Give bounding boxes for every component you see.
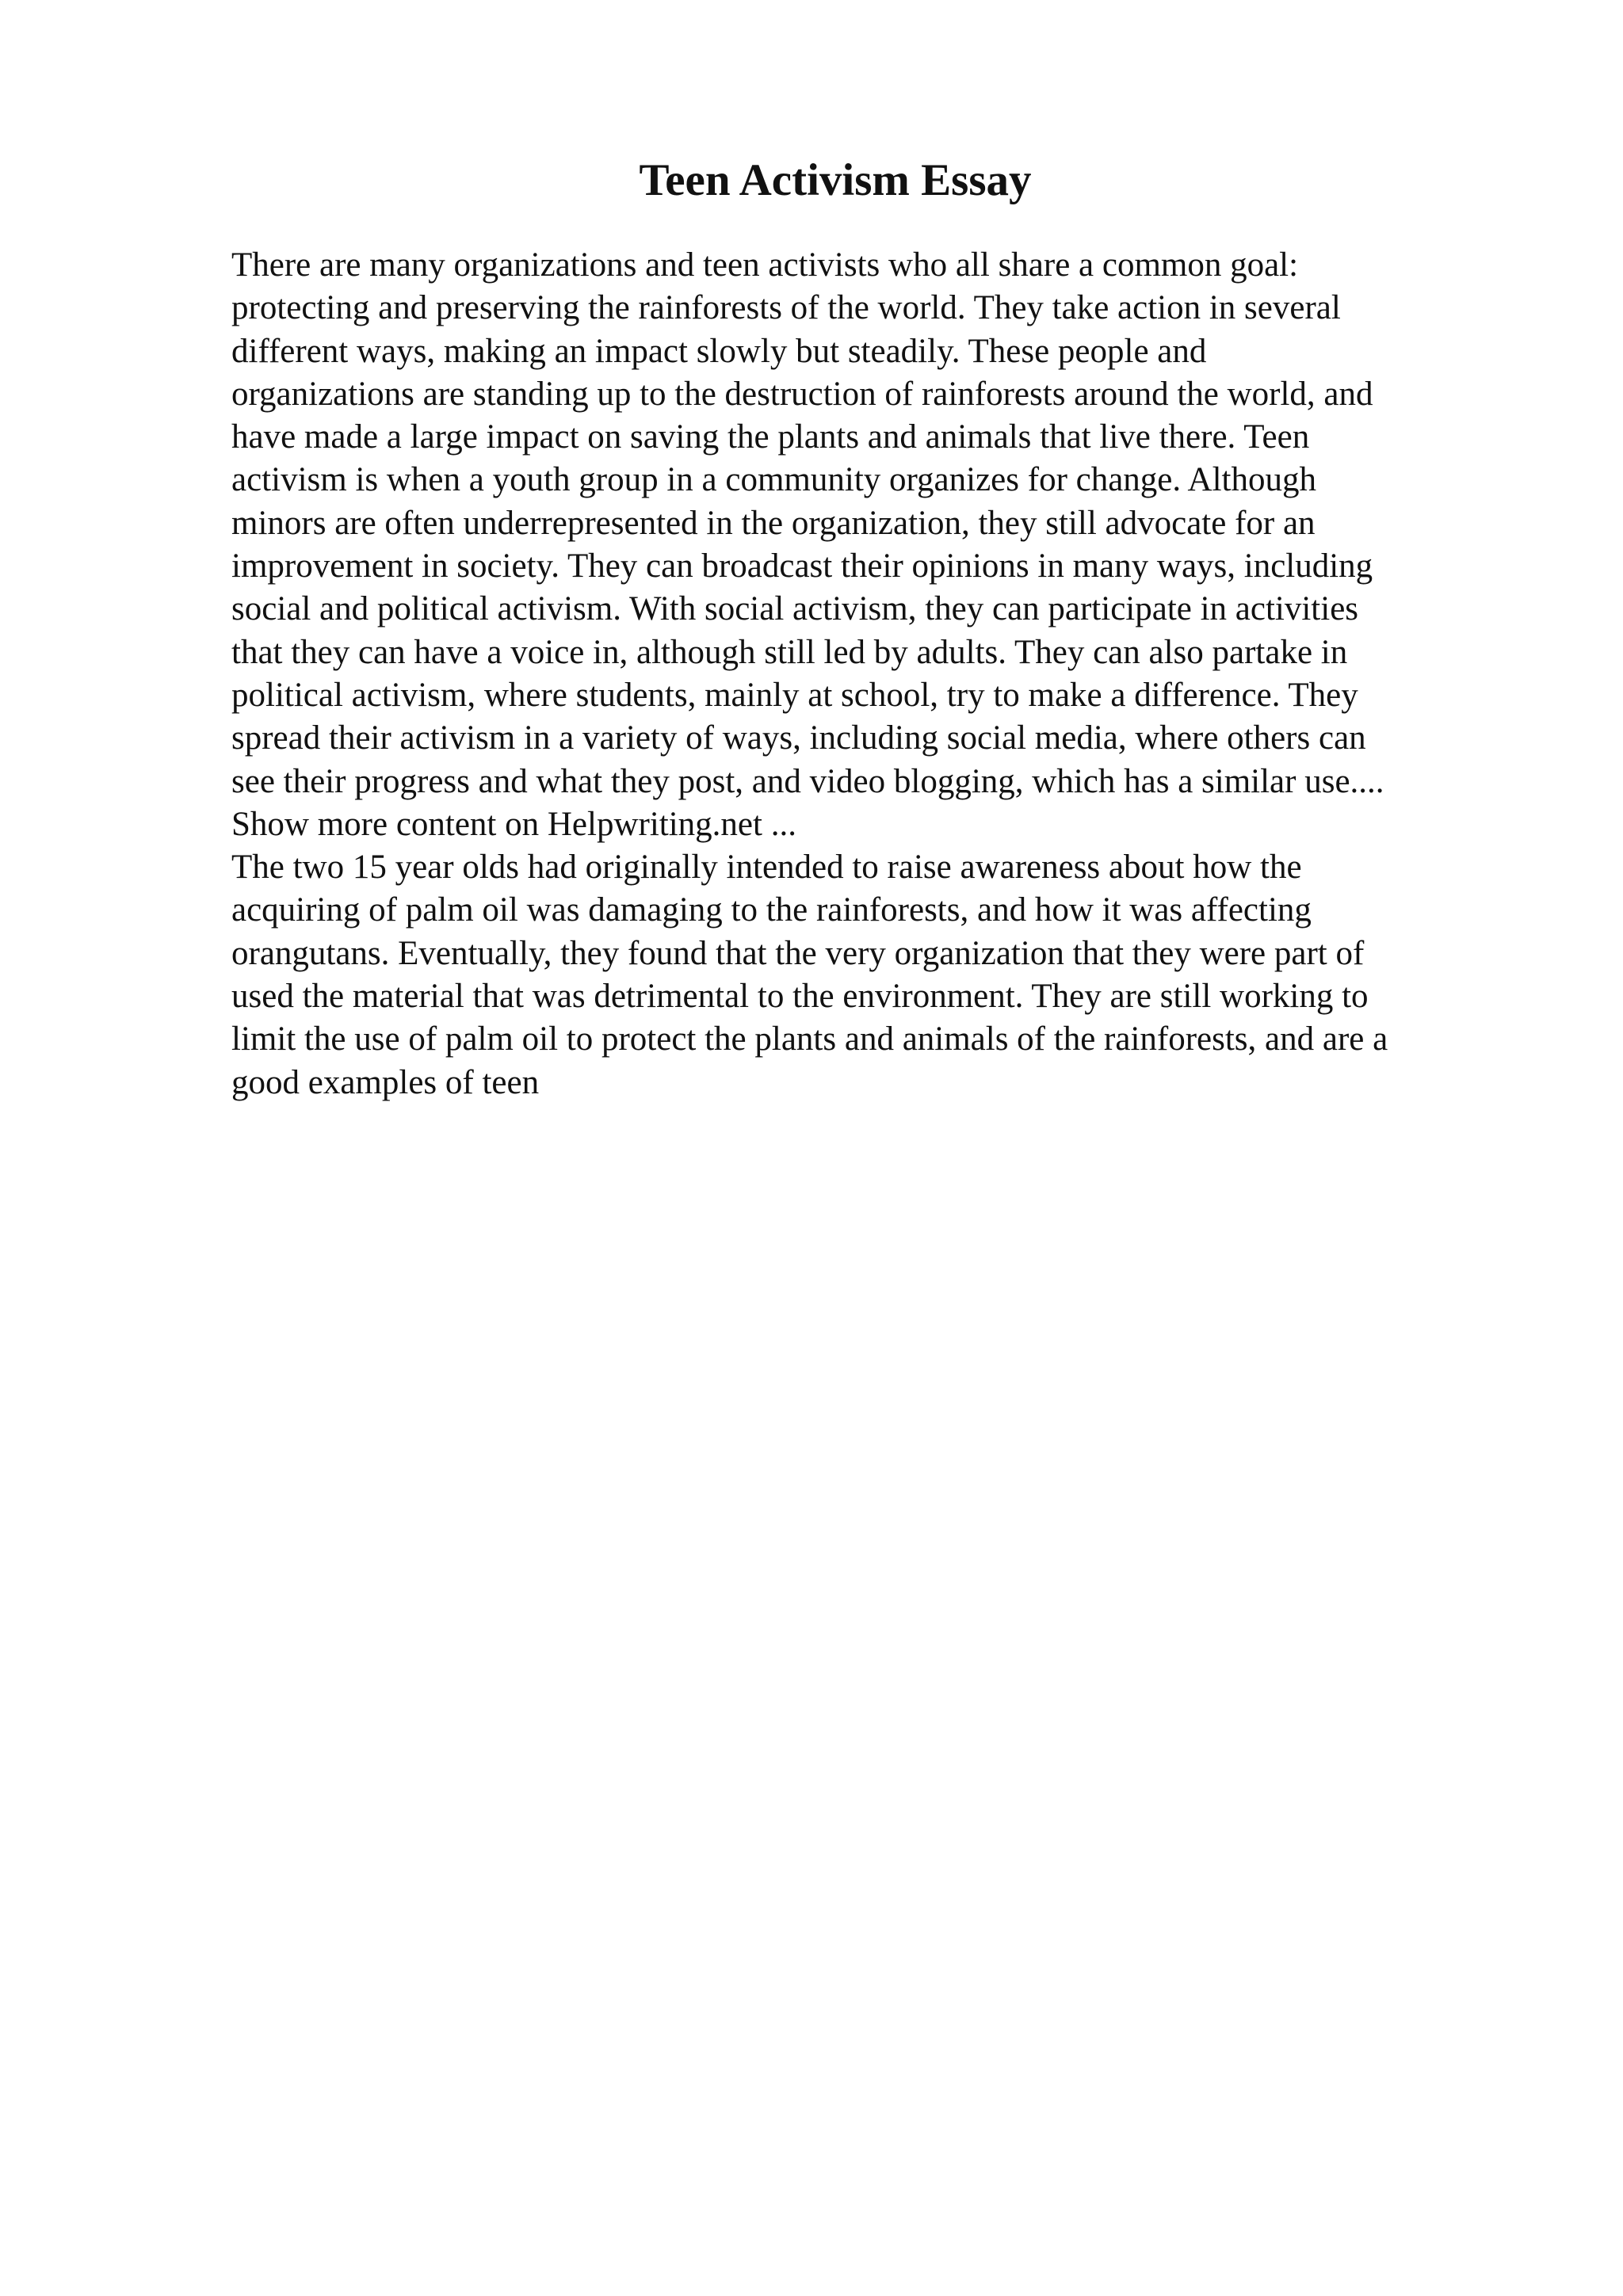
essay-line: limit the use of palm oil to protect the plants and animals of the rainforests, and are a bbox=[231, 1020, 1388, 1058]
show-more-link-text: Show more content on Helpwriting.net ... bbox=[231, 805, 796, 843]
essay-line: acquiring of palm oil was damaging to the rainforests, and how it was affecting bbox=[231, 891, 1312, 929]
document-title: Teen Activism Essay bbox=[639, 155, 1032, 205]
essay-line: organizations are standing up to the destruction of rainforests around the world, and bbox=[231, 375, 1373, 413]
essay-line: see their progress and what they post, and video blogging, which has a similar use.... bbox=[231, 762, 1384, 800]
essay-line: minors are often underrepresented in the organization, they still advocate for an bbox=[231, 504, 1316, 542]
essay-line: protecting and preserving the rainforests of the world. They take action in several bbox=[231, 289, 1341, 327]
essay-line: used the material that was detrimental to the environment. They are still working to bbox=[231, 978, 1369, 1016]
essay-body bbox=[231, 244, 1499, 1104]
essay-line: There are many organizations and teen activists who all share a common goal: bbox=[231, 246, 1299, 284]
essay-line: social and political activism. With social activism, they can participate in activities bbox=[231, 590, 1359, 628]
essay-line: spread their activism in a variety of ways, including social media, where others can bbox=[231, 719, 1366, 757]
essay-line: good examples of teen bbox=[231, 1063, 540, 1101]
essay-line: orangutans. Eventually, they found that the very organization that they were part of bbox=[231, 934, 1365, 972]
essay-line: activism is when a youth group in a community organizes for change. Although bbox=[231, 461, 1316, 499]
essay-line: improvement in society. They can broadcast their opinions in many ways, including bbox=[231, 547, 1373, 585]
essay-line: that they can have a voice in, although still led by adults. They can also partake in bbox=[231, 633, 1348, 671]
essay-line: political activism, where students, mainly at school, try to make a difference. They bbox=[231, 676, 1358, 714]
essay-line: have made a large impact on saving the plants and animals that live there. Teen bbox=[231, 418, 1310, 456]
essay-line: different ways, making an impact slowly but steadily. These people and bbox=[231, 332, 1207, 370]
essay-line: The two 15 year olds had originally intended to raise awareness about how the bbox=[231, 849, 1302, 887]
